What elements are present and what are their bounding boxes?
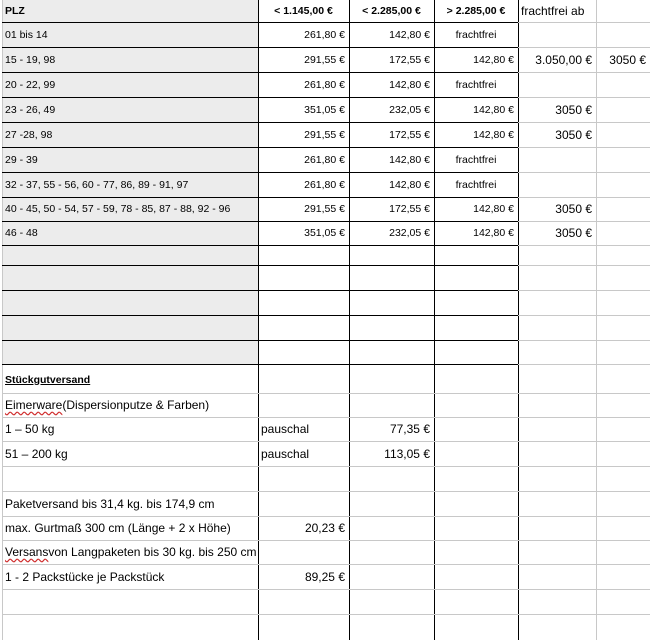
weight-51-200-label[interactable]: 51 – 200 kg	[5, 446, 68, 461]
row-price-3[interactable]: 142,80 €	[473, 53, 514, 66]
grid-hline	[2, 364, 518, 365]
row-frachtfrei-ab-extra[interactable]	[596, 147, 650, 172]
grid-hline-light	[518, 364, 650, 365]
weight-1-50-label[interactable]: 1 – 50 kg	[5, 422, 55, 436]
weight-51-200-price[interactable]: 113,05 €	[384, 446, 430, 461]
row-price-2[interactable]: 172,55 €	[389, 203, 430, 215]
row-frachtfrei-ab[interactable]: 3.050,00 €	[535, 52, 592, 67]
row-price-2[interactable]: 142,80 €	[389, 78, 430, 91]
row-price-1[interactable]: 351,05 €	[304, 103, 345, 116]
langpakete-rest: von Langpaketen bis 30 kg. bis 250 cm	[48, 545, 257, 559]
row-plz[interactable]: 40 - 45, 50 - 54, 57 - 59, 78 - 85, 87 - 88, 92 - 96	[5, 203, 231, 215]
row-frachtfrei-ab[interactable]	[518, 22, 596, 47]
grid-hline	[2, 265, 518, 266]
row-price-3[interactable]: 142,80 €	[473, 128, 514, 141]
row-frachtfrei-ab-extra[interactable]	[596, 197, 650, 221]
row-frachtfrei-ab-extra[interactable]	[596, 122, 650, 147]
grid-hline-light	[518, 245, 650, 246]
paketversand-line[interactable]: Paketversand bis 31,4 kg. bis 174,9 cm	[5, 496, 215, 511]
grid-hline	[2, 466, 650, 467]
row-price-1[interactable]: 261,80 €	[304, 78, 345, 91]
row-frachtfrei-ab[interactable]: 3050 €	[555, 226, 592, 240]
grid-hline-light	[518, 315, 650, 316]
versans-word: Versans	[5, 545, 49, 559]
row-plz[interactable]: 32 - 37, 55 - 56, 60 - 77, 86, 89 - 91, 97	[5, 178, 189, 191]
grid-hline-light	[518, 265, 650, 266]
row-frachtfrei-ab-extra[interactable]	[596, 172, 650, 197]
stueckgut-title[interactable]: Stückgutversand	[5, 373, 91, 386]
grid-hline-light	[518, 340, 650, 341]
grid-hline	[2, 245, 518, 246]
header-col-4[interactable]: frachtfrei ab	[521, 4, 585, 18]
weight-51-200-kind[interactable]: pauschal	[261, 446, 310, 461]
row-plz[interactable]: 15 - 19, 98	[5, 53, 56, 66]
header-col-3[interactable]: > 2.285,00 €	[446, 5, 506, 17]
eimerware-rest: (Dispersionputze & Farben)	[62, 398, 210, 412]
row-plz[interactable]: 46 - 48	[5, 227, 38, 239]
row-price-3[interactable]: 142,80 €	[473, 203, 514, 215]
row-frachtfrei-ab[interactable]: 3050 €	[555, 102, 592, 117]
row-price-2[interactable]: 142,80 €	[389, 178, 430, 191]
row-plz[interactable]: 27 -28, 98	[5, 128, 53, 141]
row-price-2[interactable]: 172,55 €	[389, 53, 430, 66]
row-price-3[interactable]: frachtfrei	[455, 153, 497, 166]
row-price-1[interactable]: 291,55 €	[304, 128, 345, 141]
row-price-2[interactable]: 142,80 €	[389, 153, 430, 166]
row-price-1[interactable]: 261,80 €	[304, 28, 345, 41]
row-price-3[interactable]: frachtfrei	[455, 178, 497, 191]
gurtmass-price[interactable]: 20,23 €	[304, 521, 345, 535]
row-frachtfrei-ab-extra[interactable]	[596, 72, 650, 97]
langpakete-line[interactable]	[2, 540, 332, 564]
grid-hline-light	[518, 290, 650, 291]
row-plz[interactable]: 01 bis 14	[5, 28, 48, 41]
row-price-1[interactable]: 291,55 €	[304, 53, 345, 66]
eimerware-word: Eimerware	[5, 398, 63, 412]
grid-hline	[2, 589, 650, 590]
grid-hline	[2, 340, 518, 341]
row-price-2[interactable]: 142,80 €	[389, 28, 430, 41]
row-frachtfrei-ab[interactable]	[518, 72, 596, 97]
row-price-1[interactable]: 351,05 €	[304, 227, 345, 239]
row-price-2[interactable]: 232,05 €	[389, 103, 430, 116]
row-frachtfrei-ab-extra[interactable]	[596, 22, 650, 47]
row-price-3[interactable]: frachtfrei	[455, 78, 497, 91]
row-price-1[interactable]: 261,80 €	[304, 153, 345, 166]
row-price-3[interactable]: 142,80 €	[473, 227, 514, 239]
row-plz[interactable]: 20 - 22, 99	[5, 78, 56, 91]
row-frachtfrei-ab[interactable]	[518, 147, 596, 172]
row-frachtfrei-ab[interactable]	[518, 172, 596, 197]
row-frachtfrei-ab-extra[interactable]	[596, 97, 650, 122]
row-frachtfrei-ab-extra[interactable]: 3050 €	[609, 52, 646, 67]
header-col-2[interactable]: < 2.285,00 €	[362, 5, 421, 17]
gurtmass-line[interactable]: max. Gurtmaß 300 cm (Länge + 2 x Höhe)	[5, 521, 231, 535]
header-col-1[interactable]: < 1.145,00 €	[274, 5, 333, 17]
row-plz[interactable]: 23 - 26, 49	[5, 103, 56, 116]
grid-hline	[2, 315, 518, 316]
row-price-1[interactable]: 291,55 €	[304, 203, 345, 215]
weight-1-50-price[interactable]: 77,35 €	[389, 422, 430, 436]
grid-hline	[2, 290, 518, 291]
row-frachtfrei-ab[interactable]: 3050 €	[555, 202, 592, 216]
packstuecke-line[interactable]: 1 - 2 Packstücke je Packstück	[5, 569, 165, 584]
row-plz[interactable]: 29 - 39	[5, 153, 38, 166]
row-price-2[interactable]: 172,55 €	[389, 128, 430, 141]
weight-1-50-kind[interactable]: pauschal	[261, 422, 310, 436]
packstuecke-price[interactable]: 89,25 €	[304, 569, 345, 584]
row-frachtfrei-ab-extra[interactable]	[596, 221, 650, 245]
row-price-3[interactable]: 142,80 €	[473, 103, 514, 116]
row-price-2[interactable]: 232,05 €	[389, 227, 430, 239]
header-plz[interactable]: PLZ	[5, 5, 25, 17]
row-price-3[interactable]: frachtfrei	[455, 28, 497, 41]
row-price-1[interactable]: 261,80 €	[304, 178, 345, 191]
grid-hline	[2, 614, 650, 615]
eimerware-line[interactable]	[2, 393, 302, 417]
row-frachtfrei-ab[interactable]: 3050 €	[555, 127, 592, 142]
